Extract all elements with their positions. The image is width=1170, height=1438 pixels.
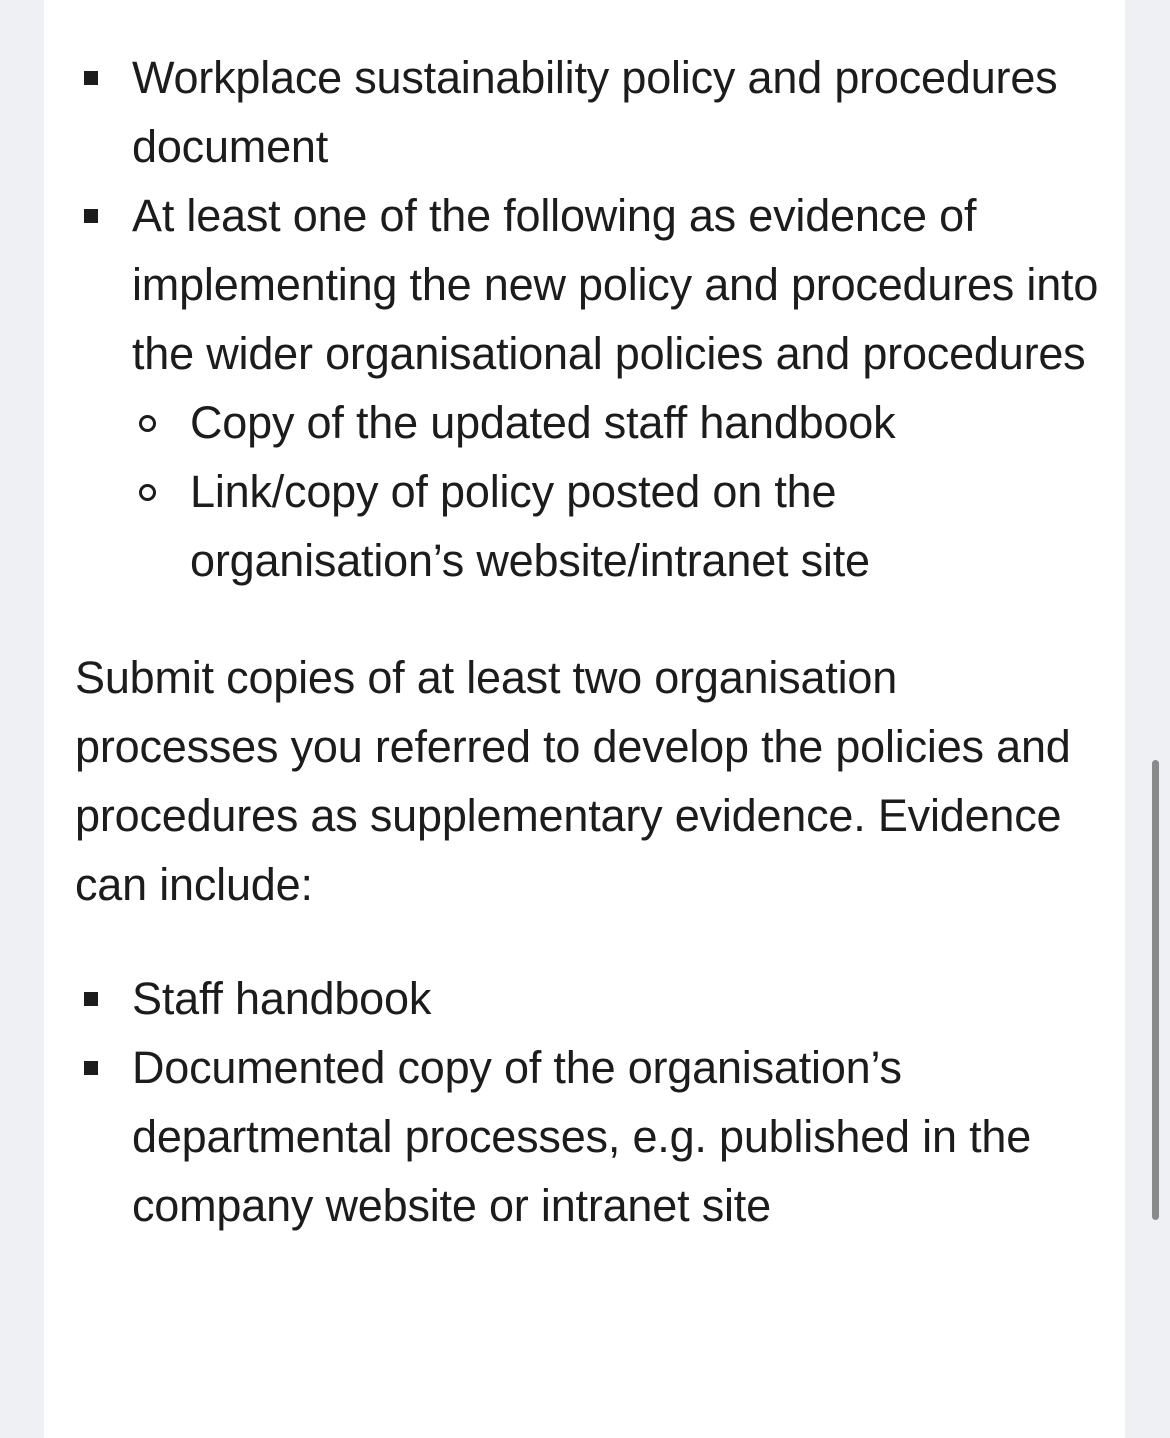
circle-bullet-icon xyxy=(139,484,156,501)
sub-list-item-text: Link/copy of policy posted on the organisation’s website/intranet site xyxy=(190,466,870,586)
square-bullet-icon xyxy=(84,992,98,1006)
sub-list-item xyxy=(132,388,1105,457)
square-bullet-icon xyxy=(84,209,98,223)
sub-list-item-text: Copy of the updated staff handbook xyxy=(190,397,896,448)
list-item xyxy=(75,43,1105,181)
list-item-text: At least one of the following as evidence of implementing the new policy and procedures into the wider organisational policies and procedures xyxy=(132,190,1099,379)
square-bullet-icon xyxy=(84,71,98,85)
evidence-list xyxy=(75,43,1105,595)
supplementary-evidence-list xyxy=(75,964,1105,1240)
list-item-text: Workplace sustainability policy and procedures document xyxy=(132,52,1058,172)
content-card xyxy=(44,0,1125,1438)
list-item-text: Documented copy of the organisation’s departmental processes, e.g. published in the company website or intranet site xyxy=(132,1042,1032,1231)
square-bullet-icon xyxy=(84,1061,98,1075)
vertical-scrollbar[interactable] xyxy=(1152,760,1159,1220)
sub-list-item xyxy=(132,457,1105,595)
circle-bullet-icon xyxy=(139,415,156,432)
instructions-paragraph: Submit copies of at least two organisation processes you referred to develop the policies and procedures as supplementary evidence. Evidence can include: xyxy=(75,652,1071,910)
list-item-text: Staff handbook xyxy=(132,973,432,1024)
list-item xyxy=(75,964,1105,1033)
document-body xyxy=(75,43,1105,1240)
list-item xyxy=(75,181,1105,595)
sub-list xyxy=(132,388,1105,595)
list-item xyxy=(75,1033,1105,1240)
